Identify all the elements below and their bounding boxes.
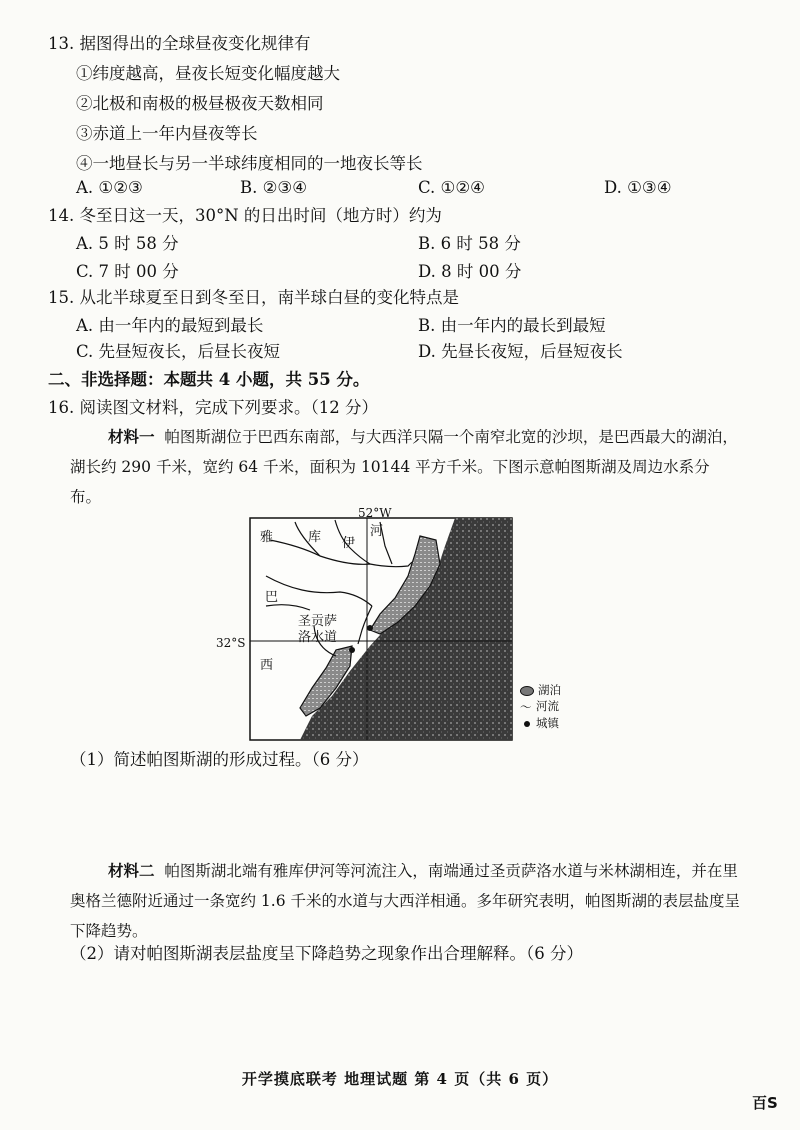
q14-option-c[interactable]: C. 7 时 00 分 bbox=[76, 262, 179, 281]
latitude-label: 32°S bbox=[216, 636, 246, 650]
q13-option-d[interactable]: D. ①③④ bbox=[604, 178, 672, 197]
q16-sub1: （1）简述帕图斯湖的形成过程。（6 分） bbox=[70, 750, 369, 769]
section-heading: 二、非选择题：本题共 4 小题，共 55 分。 bbox=[48, 370, 370, 389]
patos-lagoon-map bbox=[216, 506, 570, 742]
label-yi: 伊 bbox=[342, 536, 356, 551]
label-ku: 库 bbox=[308, 530, 322, 545]
q13-item-2: ②北极和南极的极昼极夜天数相同 bbox=[76, 94, 324, 113]
q13-item-1: ①纬度越高，昼夜长短变化幅度越大 bbox=[76, 64, 340, 83]
label-ya: 雅 bbox=[260, 530, 274, 545]
q15-stem: 15. 从北半球夏至日到冬至日，南半球白昼的变化特点是 bbox=[48, 288, 459, 307]
publisher-logo: 百S bbox=[752, 1094, 778, 1112]
channel-label-1: 圣贡萨 bbox=[298, 614, 338, 629]
material-1-tag: 材料一 bbox=[108, 427, 155, 446]
q13-option-b[interactable]: B. ②③④ bbox=[240, 178, 307, 197]
q14-option-d[interactable]: D. 8 时 00 分 bbox=[418, 262, 522, 281]
q13-item-3: ③赤道上一年内昼夜等长 bbox=[76, 124, 258, 143]
q15-option-c[interactable]: C. 先昼短夜长，后昼长夜短 bbox=[76, 342, 281, 361]
town-marker-1 bbox=[367, 625, 373, 631]
material-1-text: 帕图斯湖位于巴西东南部，与大西洋只隔一个南窄北宽的沙坝，是巴西最大的湖泊，湖长约 290 千米，宽约 64 千米，面积为 10144 平方千米。下图示意帕图斯湖及周边水系分布。 bbox=[70, 428, 738, 506]
map-legend bbox=[520, 682, 561, 731]
label-ba: 巴 bbox=[265, 590, 279, 605]
q15-option-a[interactable]: A. 由一年内的最短到最长 bbox=[76, 316, 264, 335]
legend-lake: 湖泊 bbox=[538, 683, 561, 697]
q15-option-d[interactable]: D. 先昼长夜短，后昼短夜长 bbox=[418, 342, 623, 361]
material-2 bbox=[70, 856, 740, 946]
material-1 bbox=[70, 422, 740, 512]
q14-option-b[interactable]: B. 6 时 58 分 bbox=[418, 234, 521, 253]
q13-option-c[interactable]: C. ①②④ bbox=[418, 178, 485, 197]
channel-label-2: 洛水道 bbox=[298, 630, 338, 645]
q14-option-a[interactable]: A. 5 时 58 分 bbox=[76, 234, 179, 253]
legend-town: 城镇 bbox=[536, 716, 559, 730]
q13-option-a[interactable]: A. ①②③ bbox=[76, 178, 143, 197]
material-2-tag: 材料二 bbox=[108, 861, 155, 880]
q16-stem: 16. 阅读图文材料，完成下列要求。（12 分） bbox=[48, 398, 378, 417]
town-legend-icon bbox=[524, 721, 530, 727]
longitude-label: 52°W bbox=[358, 506, 392, 520]
q13-item-4: ④一地昼长与另一半球纬度相同的一地夜长等长 bbox=[76, 154, 423, 173]
label-xi: 西 bbox=[260, 658, 274, 673]
river-legend-icon: 〜 bbox=[520, 700, 532, 714]
q15-option-b[interactable]: B. 由一年内的最长到最短 bbox=[418, 316, 606, 335]
label-he: 河 bbox=[370, 524, 384, 539]
q16-sub2: （2）请对帕图斯湖表层盐度呈下降趋势之现象作出合理解释。（6 分） bbox=[70, 944, 583, 963]
material-2-text: 帕图斯湖北端有雅库伊河等河流注入，南端通过圣贡萨洛水道与米林湖相连，并在里奥格兰德附近通过一条宽约 1.6 千米的水道与大西洋相通。多年研究表明，帕图斯湖的表层盐度呈下降趋势。 bbox=[70, 862, 741, 940]
lake-legend-icon bbox=[520, 686, 534, 696]
town-marker-2 bbox=[349, 647, 355, 653]
page-footer: 开学摸底联考 地理试题 第 4 页（共 6 页） bbox=[241, 1070, 559, 1088]
q13-stem: 13. 据图得出的全球昼夜变化规律有 bbox=[48, 34, 311, 53]
q14-stem: 14. 冬至日这一天，30°N 的日出时间（地方时）约为 bbox=[48, 206, 442, 225]
legend-river: 河流 bbox=[536, 699, 559, 713]
